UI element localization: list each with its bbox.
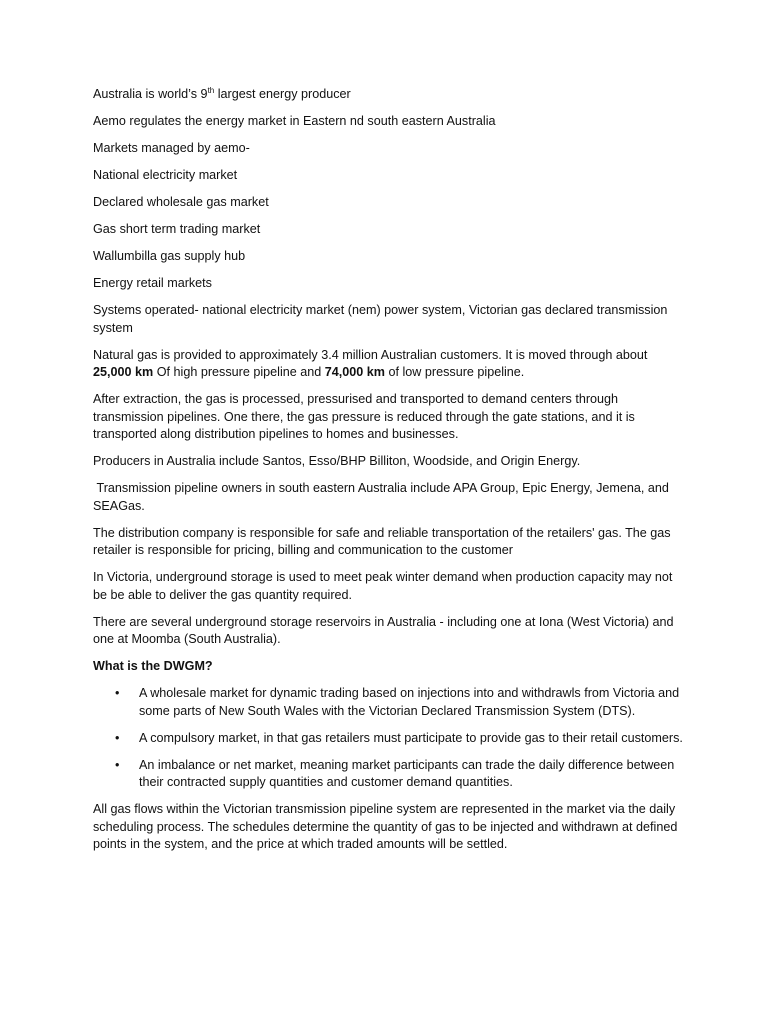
list-item-text: A compulsory market, in that gas retailers must participate to provide gas to their retail customers. [139,730,683,745]
list-item-text: A wholesale market for dynamic trading based on injections into and withdrawls from Victoria and some parts of New South Wales with the Victorian Declared Transmission System (DTS). [139,686,680,718]
paragraph-market-wallumbilla: Wallumbilla gas supply hub [93,249,246,263]
paragraph-victoria-storage: In Victoria, underground storage is used to meet peak winter demand when production capacity may not be be able to deliver the gas quantity required. [93,570,673,602]
list-item [93,685,683,720]
list-item [93,730,683,748]
bold-value: 25,000 km [93,365,154,379]
paragraph-after-extraction: After extraction, the gas is processed, pressurised and transported to demand centers through transmission pipelines. One there, the gas pressure is reduced through the gate stations, and it is transported along distribution pipelines to homes and businesses. [93,392,635,441]
paragraph-natural-gas [93,347,683,382]
superscript: th [207,85,215,95]
bullet-icon: • [115,730,120,745]
paragraph-market-sttm: Gas short term trading market [93,222,261,236]
paragraph-energy-producer [93,86,683,104]
bullet-list [93,685,683,792]
bullet-icon: • [115,686,120,700]
paragraph-markets-managed: Markets managed by aemo- [93,141,250,155]
paragraph-market-retail: Energy retail markets [93,276,212,290]
paragraph-pipeline-owners: Transmission pipeline owners in south eastern Australia include APA Group, Epic Energy, Jemena, and SEAGas. [93,481,673,513]
bold-value: 74,000 km [324,365,385,379]
bullet-icon: • [115,757,120,772]
paragraph-distribution-company: The distribution company is responsible for safe and reliable transportation of the retailers' gas. The gas retailer is responsible for pricing, billing and communication to the customer [93,525,671,557]
document-page [93,86,683,863]
text-segment: Of high pressure pipeline and [153,365,325,379]
paragraph-producers: Producers in Australia include Santos, Esso/BHP Billiton, Woodside, and Origin Energy. [93,454,581,468]
section-heading: What is the DWGM? [93,659,213,673]
text-segment: largest energy producer [214,87,351,101]
text-segment: Natural gas is provided to approximately 3.4 million Australian customers. It is moved through about [93,347,648,362]
list-item-text: An imbalance or net market, meaning market participants can trade the daily difference between their contracted supply quantities and customer demand quantities. [139,757,675,789]
paragraph-storage-reservoirs: There are several underground storage reservoirs in Australia - including one at Iona (West Victoria) and one at Moomba (South Australia). [93,614,674,646]
paragraph-market-nem: National electricity market [93,168,238,182]
paragraph-gas-flows: All gas flows within the Victorian transmission pipeline system are represented in the market via the daily scheduling process. The schedules determine the quantity of gas to be injected and withdrawn at defined points in the system, and the price at which traded amounts will be settled. [93,802,678,851]
paragraph-market-dwgm: Declared wholesale gas market [93,195,269,209]
text-segment: Australia is world’s 9 [93,87,208,101]
list-item [93,757,683,792]
paragraph-aemo-regulates: Aemo regulates the energy market in Eastern nd south eastern Australia [93,114,496,128]
text-segment: of low pressure pipeline. [385,365,525,379]
paragraph-systems-operated: Systems operated- national electricity market (nem) power system, Victorian gas declared transmission system [93,303,668,335]
